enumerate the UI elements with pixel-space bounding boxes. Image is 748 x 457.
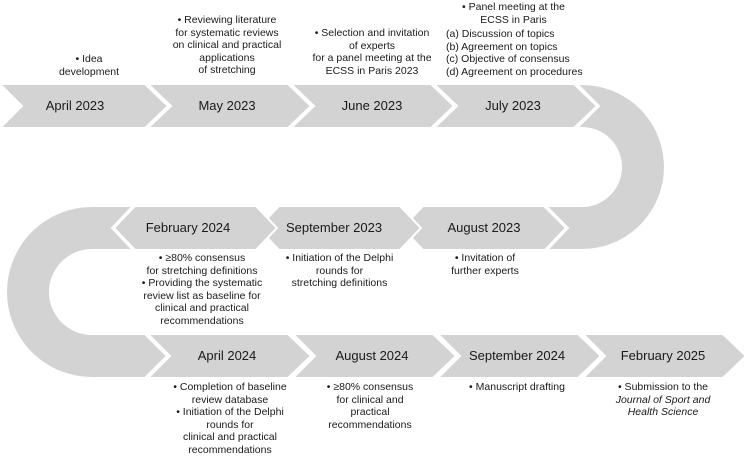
notes-august-2023 — [430, 252, 540, 277]
note-line: rounds for — [315, 264, 364, 277]
note-line: of experts — [348, 39, 396, 52]
date-july-2023: July 2023 — [485, 98, 541, 113]
date-june-2023: June 2023 — [341, 98, 403, 113]
notes-august-2024 — [310, 381, 430, 431]
note-line: on clinical and practical — [172, 39, 282, 51]
notes-february-2025 — [598, 381, 728, 419]
note-line-journal: Journal of Sport and — [615, 393, 711, 406]
date-april-2023: April 2023 — [45, 98, 105, 113]
note-line: stretching definitions — [291, 277, 388, 289]
date-august-2024: August 2024 — [335, 348, 409, 363]
note-line: ECSS in Paris 2023 — [325, 64, 419, 77]
note-line: recommendations — [188, 443, 272, 456]
notes-february-2024 — [127, 252, 277, 327]
notes-june-2023 — [297, 27, 447, 77]
note-line: practical — [350, 406, 390, 418]
note-line: (b) Agreement on topics — [446, 40, 558, 53]
date-september-2024: September 2024 — [468, 348, 566, 363]
note-line: • Idea — [75, 53, 103, 65]
note-line: of stretching — [198, 64, 256, 76]
notes-september-2024 — [452, 381, 582, 394]
note-line-journal: Health Science — [627, 406, 699, 418]
note-line: (c) Objective of consensus — [446, 53, 570, 65]
note-line: applications — [199, 51, 255, 64]
notes-may-2023 — [157, 14, 297, 77]
note-line: • Providing the systematic — [141, 277, 263, 289]
note-line: for clinical and — [336, 393, 404, 406]
note-line: for systematic reviews — [175, 26, 279, 39]
note-line: for stretching definitions — [146, 264, 258, 277]
date-august-2023: August 2023 — [447, 220, 521, 235]
notes-july-2023 — [446, 1, 581, 78]
note-line: development — [58, 65, 120, 78]
note-line: ECSS in Paris — [480, 13, 547, 26]
note-line: • Selection and invitation — [314, 27, 430, 39]
notes-april-2023 — [34, 53, 144, 78]
note-line: recommendations — [328, 418, 412, 431]
note-line: • Manuscript drafting — [469, 381, 565, 393]
date-february-2025: February 2025 — [620, 348, 706, 363]
note-line: (d) Agreement on procedures — [446, 65, 583, 78]
date-may-2023: May 2023 — [198, 98, 256, 113]
note-line: clinical and practical — [183, 431, 277, 443]
note-line: (a) Discussion of topics — [446, 28, 555, 40]
note-line: • ≥80% consensus — [326, 381, 414, 393]
note-line: rounds for — [206, 418, 254, 431]
note-line: • ≥80% consensus — [158, 252, 246, 264]
note-line: further experts — [451, 264, 519, 277]
note-line: • Completion of baseline — [173, 381, 287, 393]
date-february-2024: February 2024 — [145, 220, 231, 235]
note-line: • Reviewing literature — [177, 14, 277, 26]
notes-april-2024 — [160, 381, 300, 456]
note-line: clinical and practical — [155, 302, 249, 314]
note-line: review database — [191, 393, 269, 406]
note-line: • Invitation of — [454, 252, 516, 264]
note-line: • Panel meeting at the — [462, 1, 565, 13]
note-line: review list as baseline for — [143, 289, 261, 302]
notes-september-2023 — [272, 252, 407, 290]
note-line: recommendations — [160, 314, 244, 327]
note-line: • Submission to the — [617, 381, 709, 393]
date-april-2024: April 2024 — [197, 348, 257, 363]
note-line: • Initiation of the Delphi — [176, 406, 284, 418]
note-line: for a panel meeting at the — [312, 52, 432, 64]
date-september-2023: September 2023 — [285, 220, 383, 235]
note-line: • Initiation of the Delphi — [285, 252, 394, 264]
